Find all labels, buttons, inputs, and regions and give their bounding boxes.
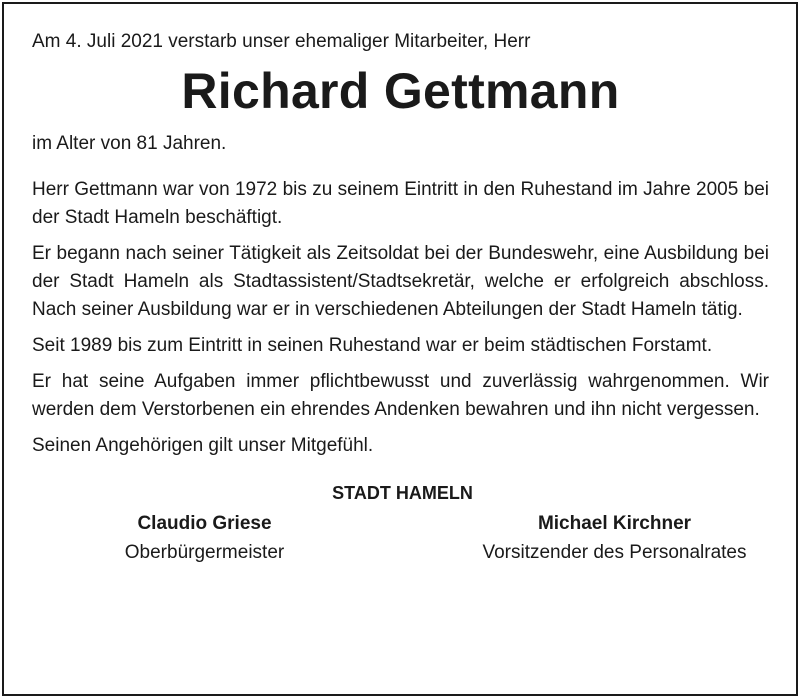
signer-name: Claudio Griese xyxy=(137,513,272,534)
signer-title: Oberbürgermeister xyxy=(124,542,285,563)
signer-staff-council xyxy=(452,510,777,568)
paragraph-employment: Herr Gettmann war von 1972 bis zu seinem Eintritt in den Ruhestand im Jahre 2005 bei der Stadt Hameln beschäftigt. xyxy=(32,179,769,228)
signature-block xyxy=(32,510,769,570)
signer-name: Michael Kirchner xyxy=(537,513,692,534)
intro-line: Am 4. Juli 2021 verstarb unser ehemaliger Mitarbeiter, Herr xyxy=(32,31,531,52)
signer-title: Vorsitzender des Personalrates xyxy=(482,542,747,563)
paragraph-condolences: Seinen Angehörigen gilt unser Mitgefühl. xyxy=(32,435,374,456)
age-line: im Alter von 81 Jahren. xyxy=(32,133,227,154)
deceased-name: Richard Gettmann xyxy=(181,63,620,119)
paragraph-remembrance: Er hat seine Aufgaben immer pflichtbewusst und zuverlässig wahrgenommen. Wir werden dem Verstorbenen ein ehrendes Andenken bewahren und ihn nicht vergessen. xyxy=(32,371,769,420)
organization-name: STADT HAMELN xyxy=(332,483,473,503)
paragraph-forestry: Seit 1989 bis zum Eintritt in seinen Ruhestand war er beim städtischen Forstamt. xyxy=(32,335,713,356)
signer-mayor xyxy=(72,510,337,568)
paragraph-career: Er begann nach seiner Tätigkeit als Zeitsoldat bei der Bundeswehr, eine Ausbildung bei der Stadt Hameln als Stadtassistent/Stadtsekretär, welche er erfolgreich abschloss. Nach seiner Ausbildung war er in verschiedenen Abteilungen der Stadt Hameln tätig. xyxy=(32,243,769,320)
obituary-notice xyxy=(32,28,769,570)
